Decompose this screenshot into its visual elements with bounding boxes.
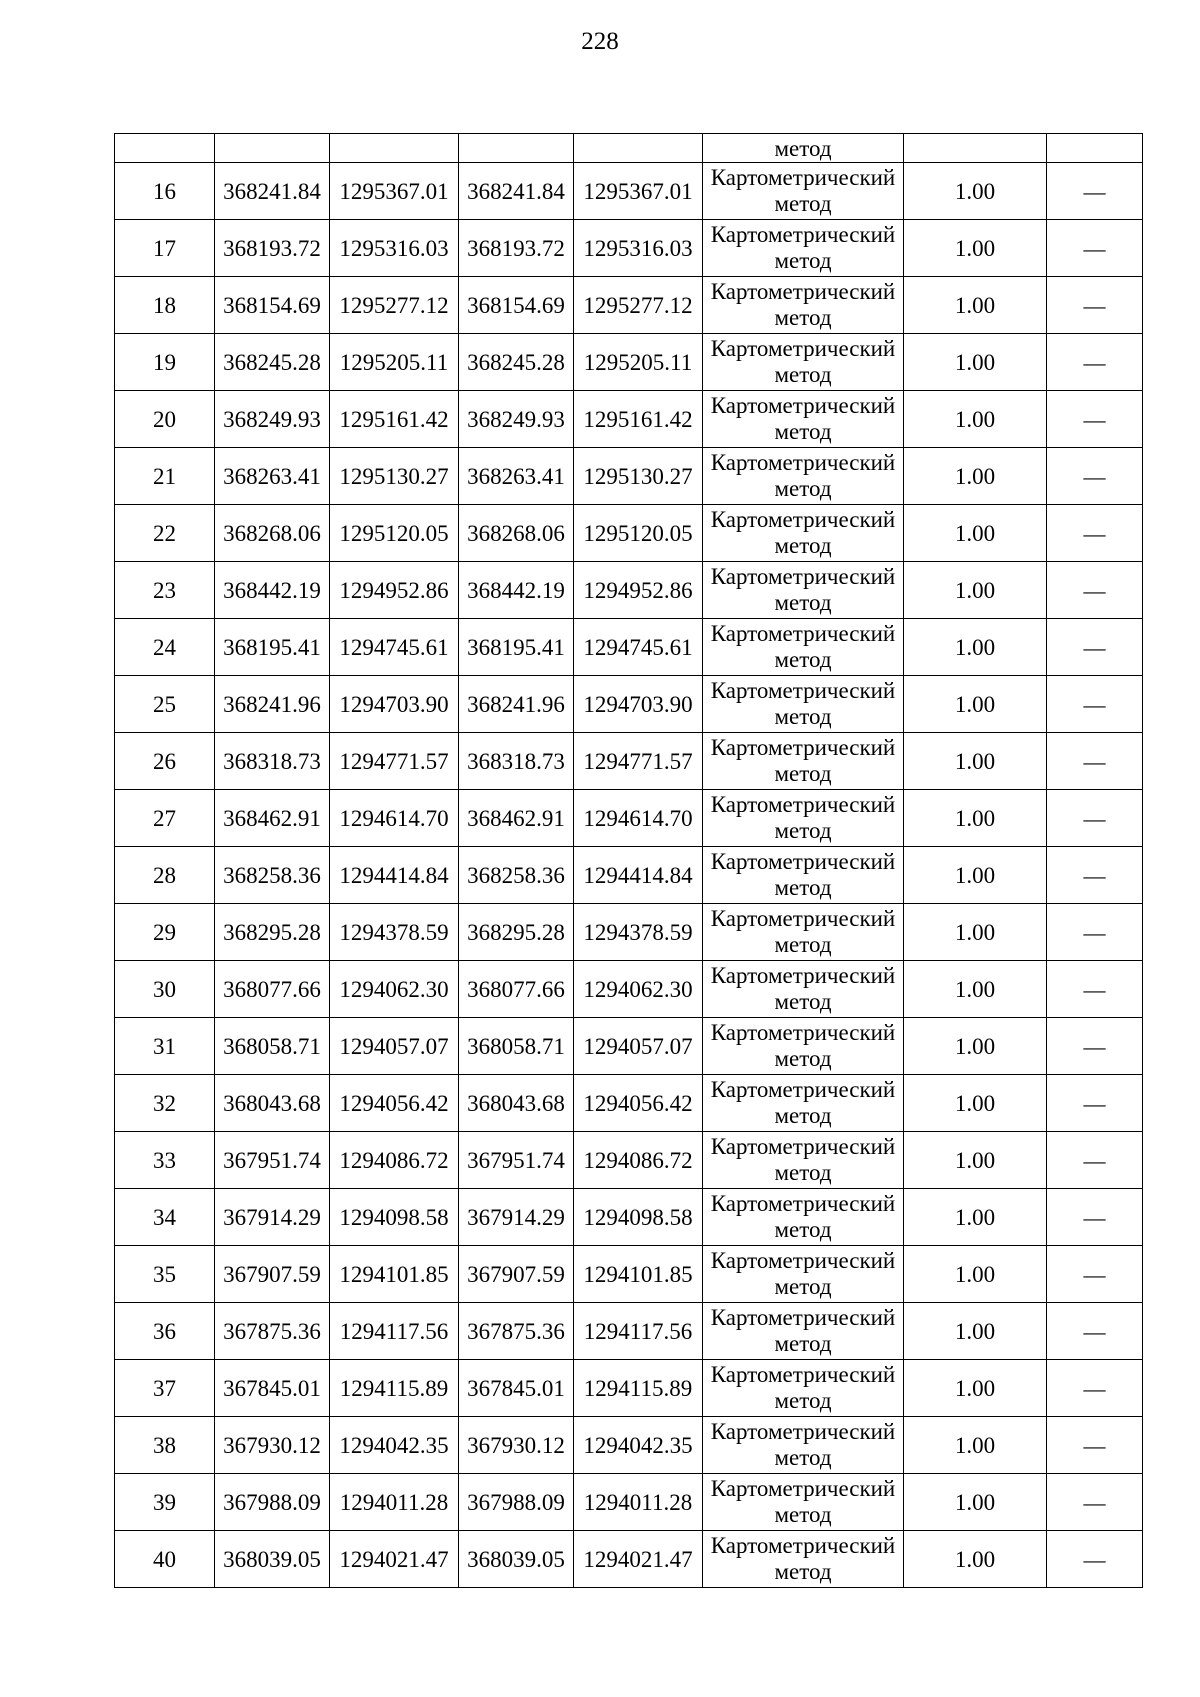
point-number-cell: 36 [115,1303,215,1360]
x-coordinate-cell: 368258.36 [459,847,574,904]
method-line-2: метод [774,1502,832,1527]
accuracy-cell: 1.00 [904,1360,1047,1417]
method-line-1: Картометрический [710,279,896,304]
x-coordinate-cell: 368245.28 [459,334,574,391]
accuracy-cell: 1.00 [904,847,1047,904]
method-line-2: метод [774,1046,832,1071]
method-line-1: Картометрический [710,1305,896,1330]
table-row [115,220,1143,277]
method-line-1: Картометрический [710,678,896,703]
note-cell: — [1047,1189,1143,1246]
method-cell [703,448,904,505]
accuracy-cell: 1.00 [904,733,1047,790]
method-line-2: метод [774,761,832,786]
method-cell [703,1075,904,1132]
point-number-cell: 23 [115,562,215,619]
method-line-1: Картометрический [710,564,896,589]
x-coordinate-cell: 367875.36 [215,1303,330,1360]
method-line-2: метод [774,191,832,216]
x-coordinate-cell: 368258.36 [215,847,330,904]
accuracy-cell: 1.00 [904,505,1047,562]
y-coordinate-cell: 1294042.35 [330,1417,459,1474]
method-line-2: метод [774,1103,832,1128]
note-cell: — [1047,676,1143,733]
x-coordinate-cell: 367875.36 [459,1303,574,1360]
x-coordinate-cell: 368245.28 [215,334,330,391]
y-coordinate-cell: 1294057.07 [574,1018,703,1075]
y-coordinate-cell: 1294378.59 [330,904,459,961]
method-line-1: Картометрический [710,906,896,931]
x-coordinate-cell: 368195.41 [215,619,330,676]
method-cell [703,1246,904,1303]
x-coordinate-cell: 368241.96 [459,676,574,733]
method-cell [703,676,904,733]
y-coordinate-cell: 1295130.27 [574,448,703,505]
y-coordinate-cell: 1294021.47 [330,1531,459,1588]
cell-empty [115,134,215,163]
point-number-cell: 40 [115,1531,215,1588]
table-row [115,1018,1143,1075]
note-cell: — [1047,1303,1143,1360]
note-cell: — [1047,904,1143,961]
cell-empty [574,134,703,163]
method-line-1: Картометрический [710,792,896,817]
y-coordinate-cell: 1294101.85 [574,1246,703,1303]
y-coordinate-cell: 1294414.84 [574,847,703,904]
x-coordinate-cell: 368195.41 [459,619,574,676]
y-coordinate-cell: 1294115.89 [574,1360,703,1417]
method-line-2: метод [774,362,832,387]
table-row [115,505,1143,562]
x-coordinate-cell: 368263.41 [215,448,330,505]
accuracy-cell: 1.00 [904,562,1047,619]
y-coordinate-cell: 1294771.57 [330,733,459,790]
x-coordinate-cell: 367914.29 [215,1189,330,1246]
method-line-1: Картометрический [710,1077,896,1102]
table-row [115,163,1143,220]
table-body [115,134,1143,1588]
accuracy-cell: 1.00 [904,1417,1047,1474]
method-cell [703,277,904,334]
table-row [115,1417,1143,1474]
point-number-cell: 39 [115,1474,215,1531]
x-coordinate-cell: 367907.59 [459,1246,574,1303]
method-line-1: Картометрический [710,165,896,190]
y-coordinate-cell: 1295205.11 [330,334,459,391]
x-coordinate-cell: 368295.28 [459,904,574,961]
y-coordinate-cell: 1294703.90 [574,676,703,733]
method-line-1: Картометрический [710,849,896,874]
method-cell [703,1132,904,1189]
x-coordinate-cell: 368462.91 [459,790,574,847]
x-coordinate-cell: 368039.05 [215,1531,330,1588]
x-coordinate-cell: 368462.91 [215,790,330,847]
note-cell: — [1047,619,1143,676]
cell-empty [459,134,574,163]
method-line-2: метод [774,248,832,273]
note-cell: — [1047,448,1143,505]
accuracy-cell: 1.00 [904,1303,1047,1360]
method-line-1: Картометрический [710,735,896,760]
coordinates-table [114,133,1143,1588]
y-coordinate-cell: 1294614.70 [574,790,703,847]
y-coordinate-cell: 1294745.61 [330,619,459,676]
method-cell [703,334,904,391]
note-cell: — [1047,1417,1143,1474]
y-coordinate-cell: 1294011.28 [330,1474,459,1531]
note-cell: — [1047,847,1143,904]
point-number-cell: 35 [115,1246,215,1303]
method-line-1: Картометрический [710,507,896,532]
y-coordinate-cell: 1294021.47 [574,1531,703,1588]
accuracy-cell: 1.00 [904,163,1047,220]
x-coordinate-cell: 368241.84 [459,163,574,220]
method-line-2: метод [774,419,832,444]
x-coordinate-cell: 368077.66 [215,961,330,1018]
method-line-2: метод [774,1388,832,1413]
x-coordinate-cell: 367845.01 [459,1360,574,1417]
accuracy-cell: 1.00 [904,220,1047,277]
point-number-cell: 22 [115,505,215,562]
x-coordinate-cell: 367988.09 [215,1474,330,1531]
method-line-1: Картометрический [710,1476,896,1501]
x-coordinate-cell: 367907.59 [215,1246,330,1303]
note-cell: — [1047,1246,1143,1303]
method-cell [703,1303,904,1360]
table-row [115,733,1143,790]
y-coordinate-cell: 1294056.42 [330,1075,459,1132]
method-line-1: Картометрический [710,450,896,475]
y-coordinate-cell: 1294117.56 [330,1303,459,1360]
table-row [115,277,1143,334]
x-coordinate-cell: 368268.06 [215,505,330,562]
method-cell [703,1417,904,1474]
note-cell: — [1047,790,1143,847]
x-coordinate-cell: 367930.12 [215,1417,330,1474]
method-line-2: метод [774,1274,832,1299]
point-number-cell: 25 [115,676,215,733]
method-cell [703,619,904,676]
table-row [115,1303,1143,1360]
y-coordinate-cell: 1294056.42 [574,1075,703,1132]
method-cell [703,790,904,847]
method-line-1: Картометрический [710,1362,896,1387]
note-cell: — [1047,1474,1143,1531]
point-number-cell: 29 [115,904,215,961]
point-number-cell: 18 [115,277,215,334]
accuracy-cell: 1.00 [904,1189,1047,1246]
method-line-2: метод [774,1217,832,1242]
y-coordinate-cell: 1294414.84 [330,847,459,904]
table-row [115,448,1143,505]
note-cell: — [1047,334,1143,391]
table-row [115,1531,1143,1588]
table-row [115,904,1143,961]
method-line-1: Картометрический [710,1533,896,1558]
y-coordinate-cell: 1295120.05 [574,505,703,562]
cell-empty [1047,134,1143,163]
point-number-cell: 27 [115,790,215,847]
point-number-cell: 26 [115,733,215,790]
x-coordinate-cell: 368442.19 [215,562,330,619]
y-coordinate-cell: 1295316.03 [330,220,459,277]
note-cell: — [1047,220,1143,277]
method-line-1: Картометрический [710,1191,896,1216]
method-line-2: метод [774,476,832,501]
method-cell [703,733,904,790]
note-cell: — [1047,1531,1143,1588]
table-row [115,1075,1143,1132]
y-coordinate-cell: 1294117.56 [574,1303,703,1360]
point-number-cell: 24 [115,619,215,676]
y-coordinate-cell: 1294057.07 [330,1018,459,1075]
method-line-2: метод [774,818,832,843]
x-coordinate-cell: 367951.74 [215,1132,330,1189]
point-number-cell: 33 [115,1132,215,1189]
y-coordinate-cell: 1294703.90 [330,676,459,733]
point-number-cell: 19 [115,334,215,391]
table-row [115,847,1143,904]
method-cell [703,163,904,220]
method-line-2: метод [774,1160,832,1185]
x-coordinate-cell: 368058.71 [215,1018,330,1075]
y-coordinate-cell: 1294098.58 [574,1189,703,1246]
table-row [115,961,1143,1018]
x-coordinate-cell: 368154.69 [459,277,574,334]
x-coordinate-cell: 368318.73 [459,733,574,790]
accuracy-cell: 1.00 [904,790,1047,847]
point-number-cell: 38 [115,1417,215,1474]
cell-empty [904,134,1047,163]
x-coordinate-cell: 367951.74 [459,1132,574,1189]
note-cell: — [1047,391,1143,448]
table-row [115,334,1143,391]
accuracy-cell: 1.00 [904,448,1047,505]
y-coordinate-cell: 1294115.89 [330,1360,459,1417]
accuracy-cell: 1.00 [904,1075,1047,1132]
point-number-cell: 28 [115,847,215,904]
method-line-1: Картометрический [710,336,896,361]
accuracy-cell: 1.00 [904,961,1047,1018]
note-cell: — [1047,733,1143,790]
table-row [115,1132,1143,1189]
method-line-1: Картометрический [710,963,896,988]
method-cell [703,961,904,1018]
point-number-cell: 32 [115,1075,215,1132]
method-cell [703,1474,904,1531]
x-coordinate-cell: 368268.06 [459,505,574,562]
table-row [115,391,1143,448]
method-line-2: метод [774,1445,832,1470]
page-number: 228 [581,28,619,55]
table-row [115,676,1143,733]
point-number-cell: 37 [115,1360,215,1417]
y-coordinate-cell: 1294086.72 [330,1132,459,1189]
accuracy-cell: 1.00 [904,1018,1047,1075]
method-line-1: Картометрический [710,1020,896,1045]
method-cell [703,1189,904,1246]
y-coordinate-cell: 1295316.03 [574,220,703,277]
accuracy-cell: 1.00 [904,1531,1047,1588]
accuracy-cell: 1.00 [904,334,1047,391]
x-coordinate-cell: 368241.84 [215,163,330,220]
y-coordinate-cell: 1295161.42 [330,391,459,448]
accuracy-cell: 1.00 [904,1474,1047,1531]
y-coordinate-cell: 1294062.30 [330,961,459,1018]
method-cell [703,904,904,961]
x-coordinate-cell: 368154.69 [215,277,330,334]
y-coordinate-cell: 1295161.42 [574,391,703,448]
method-cell [703,1018,904,1075]
y-coordinate-cell: 1294771.57 [574,733,703,790]
x-coordinate-cell: 368442.19 [459,562,574,619]
method-line-1: Картометрический [710,222,896,247]
y-coordinate-cell: 1294042.35 [574,1417,703,1474]
x-coordinate-cell: 368193.72 [459,220,574,277]
note-cell: — [1047,1360,1143,1417]
method-cell [703,505,904,562]
accuracy-cell: 1.00 [904,277,1047,334]
point-number-cell: 30 [115,961,215,1018]
method-line-2: метод [774,305,832,330]
y-coordinate-cell: 1294101.85 [330,1246,459,1303]
point-number-cell: 20 [115,391,215,448]
x-coordinate-cell: 368318.73 [215,733,330,790]
y-coordinate-cell: 1294614.70 [330,790,459,847]
method-line-1: Картометрический [710,621,896,646]
y-coordinate-cell: 1295277.12 [574,277,703,334]
y-coordinate-cell: 1294011.28 [574,1474,703,1531]
accuracy-cell: 1.00 [904,904,1047,961]
method-cell [703,1531,904,1588]
point-number-cell: 21 [115,448,215,505]
x-coordinate-cell: 368039.05 [459,1531,574,1588]
point-number-cell: 31 [115,1018,215,1075]
y-coordinate-cell: 1294745.61 [574,619,703,676]
method-cell: метод [703,134,904,163]
y-coordinate-cell: 1294062.30 [574,961,703,1018]
method-line-1: Картометрический [710,1134,896,1159]
table-row [115,562,1143,619]
accuracy-cell: 1.00 [904,619,1047,676]
note-cell: — [1047,1018,1143,1075]
method-cell [703,1360,904,1417]
table-row [115,790,1143,847]
x-coordinate-cell: 367914.29 [459,1189,574,1246]
cell-empty [215,134,330,163]
method-cell [703,220,904,277]
accuracy-cell: 1.00 [904,676,1047,733]
method-line-2: метод [774,1559,832,1584]
x-coordinate-cell: 368295.28 [215,904,330,961]
cell-empty [330,134,459,163]
table-row [115,1360,1143,1417]
point-number-cell: 17 [115,220,215,277]
method-line-2: метод [774,932,832,957]
table-row [115,1246,1143,1303]
y-coordinate-cell: 1294378.59 [574,904,703,961]
x-coordinate-cell: 368249.93 [459,391,574,448]
x-coordinate-cell: 367988.09 [459,1474,574,1531]
accuracy-cell: 1.00 [904,391,1047,448]
x-coordinate-cell: 368058.71 [459,1018,574,1075]
accuracy-cell: 1.00 [904,1132,1047,1189]
x-coordinate-cell: 367845.01 [215,1360,330,1417]
method-line-1: Картометрический [710,1419,896,1444]
x-coordinate-cell: 368077.66 [459,961,574,1018]
note-cell: — [1047,163,1143,220]
y-coordinate-cell: 1295130.27 [330,448,459,505]
method-line-2: метод [774,1331,832,1356]
point-number-cell: 16 [115,163,215,220]
note-cell: — [1047,1132,1143,1189]
accuracy-cell: 1.00 [904,1246,1047,1303]
note-cell: — [1047,277,1143,334]
x-coordinate-cell: 368263.41 [459,448,574,505]
table-row [115,619,1143,676]
method-line-2: метод [774,590,832,615]
method-line-2: метод [774,704,832,729]
x-coordinate-cell: 367930.12 [459,1417,574,1474]
method-line-2: метод [774,533,832,558]
x-coordinate-cell: 368043.68 [459,1075,574,1132]
method-line-2: метод [774,647,832,672]
y-coordinate-cell: 1294086.72 [574,1132,703,1189]
method-cell [703,847,904,904]
note-cell: — [1047,961,1143,1018]
y-coordinate-cell: 1294098.58 [330,1189,459,1246]
note-cell: — [1047,505,1143,562]
method-cell [703,391,904,448]
y-coordinate-cell: 1295367.01 [330,163,459,220]
continuation-row [115,134,1143,163]
y-coordinate-cell: 1295120.05 [330,505,459,562]
note-cell: — [1047,1075,1143,1132]
table-row [115,1189,1143,1246]
x-coordinate-cell: 368193.72 [215,220,330,277]
method-cell [703,562,904,619]
y-coordinate-cell: 1295367.01 [574,163,703,220]
x-coordinate-cell: 368241.96 [215,676,330,733]
y-coordinate-cell: 1294952.86 [574,562,703,619]
method-line-2: метод [774,875,832,900]
y-coordinate-cell: 1295205.11 [574,334,703,391]
y-coordinate-cell: 1294952.86 [330,562,459,619]
note-cell: — [1047,562,1143,619]
method-line-2: метод [774,989,832,1014]
method-line-1: Картометрический [710,1248,896,1273]
method-line-1: Картометрический [710,393,896,418]
y-coordinate-cell: 1295277.12 [330,277,459,334]
point-number-cell: 34 [115,1189,215,1246]
table-row [115,1474,1143,1531]
x-coordinate-cell: 368043.68 [215,1075,330,1132]
x-coordinate-cell: 368249.93 [215,391,330,448]
